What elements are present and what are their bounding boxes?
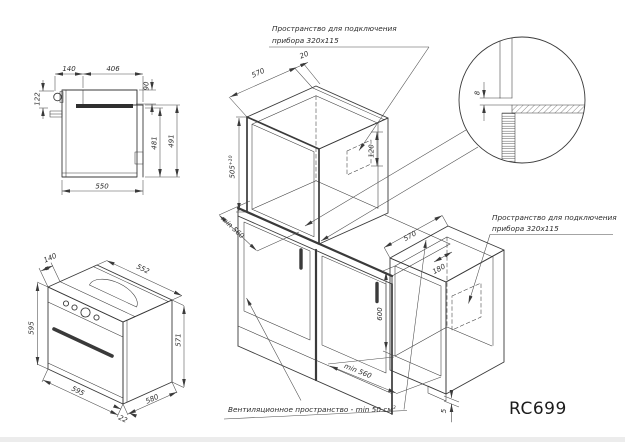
dim-570-right: 570 [402, 229, 418, 243]
detail-leader-lines [305, 130, 478, 241]
dim-122: 122 [33, 92, 42, 106]
dim-481: 481 [150, 136, 159, 150]
oven-knob-icon [63, 301, 68, 306]
annotations [224, 24, 617, 419]
dim-595-left: 595 [27, 321, 36, 335]
dim-8: 8 [473, 90, 482, 96]
oven-isometric-view [28, 252, 185, 425]
countertop [238, 208, 450, 284]
dim-140-iso: 140 [42, 251, 58, 265]
right-cabinet [390, 226, 504, 422]
note-right-line1: Пространство для подключения [492, 213, 617, 222]
iso-oven-outline [48, 262, 172, 404]
dim-406: 406 [106, 65, 120, 73]
note-right-line2: прибора 320х115 [492, 224, 559, 233]
dim-120: 120 [367, 144, 376, 158]
left-cabinet-door [244, 222, 310, 340]
worktop-lip [76, 104, 133, 108]
dim-600: 600 [376, 307, 384, 321]
oven-dial-icon [81, 308, 90, 317]
dim-595-bottom: 595 [70, 384, 86, 398]
dim-20: 20 [298, 49, 310, 61]
top-recess-arch [89, 272, 142, 307]
dim-550: 550 [95, 182, 109, 191]
door-handle [54, 329, 112, 356]
note-top-line2: прибора 320х115 [272, 36, 339, 45]
cabinet-installation-view [219, 24, 617, 422]
dim-180: 180 [431, 262, 447, 276]
dim-505: $505^{+10}$ [228, 155, 237, 179]
dim-580: 580 [144, 392, 160, 406]
dim-140: 140 [62, 65, 76, 73]
dim-22: 22 [117, 413, 129, 425]
cabinet-foot [428, 386, 446, 401]
page-bottom-strip [0, 437, 625, 442]
oven-knob-icon [94, 315, 99, 320]
dim-5: 5 [440, 408, 448, 414]
dim-491: 491 [167, 134, 176, 148]
side-view-outline [50, 90, 143, 177]
oven-knob-icon [72, 305, 77, 310]
dim-min560-lower: min 560 [342, 362, 373, 381]
dim-571: 571 [174, 333, 183, 347]
side-panel-section [502, 113, 515, 166]
dim-90: 90 [142, 81, 151, 91]
note-top-line1: Пространство для подключения [272, 24, 397, 33]
install-dimensions [219, 62, 459, 412]
iso-oven-dimensions [37, 261, 184, 417]
oven-side-view [34, 65, 181, 195]
countertop-section [512, 105, 586, 113]
connection-cutout-right [452, 283, 481, 330]
model-label: RC699 [509, 399, 567, 419]
dim-570-upper: 570 [250, 66, 266, 80]
vent-note: Вентиляционное пространство - min 50 $см^3$ [228, 405, 396, 414]
dim-552: 552 [135, 262, 151, 276]
base-cabinets [238, 216, 392, 414]
dim-min560-upper: min 560 [219, 214, 246, 241]
